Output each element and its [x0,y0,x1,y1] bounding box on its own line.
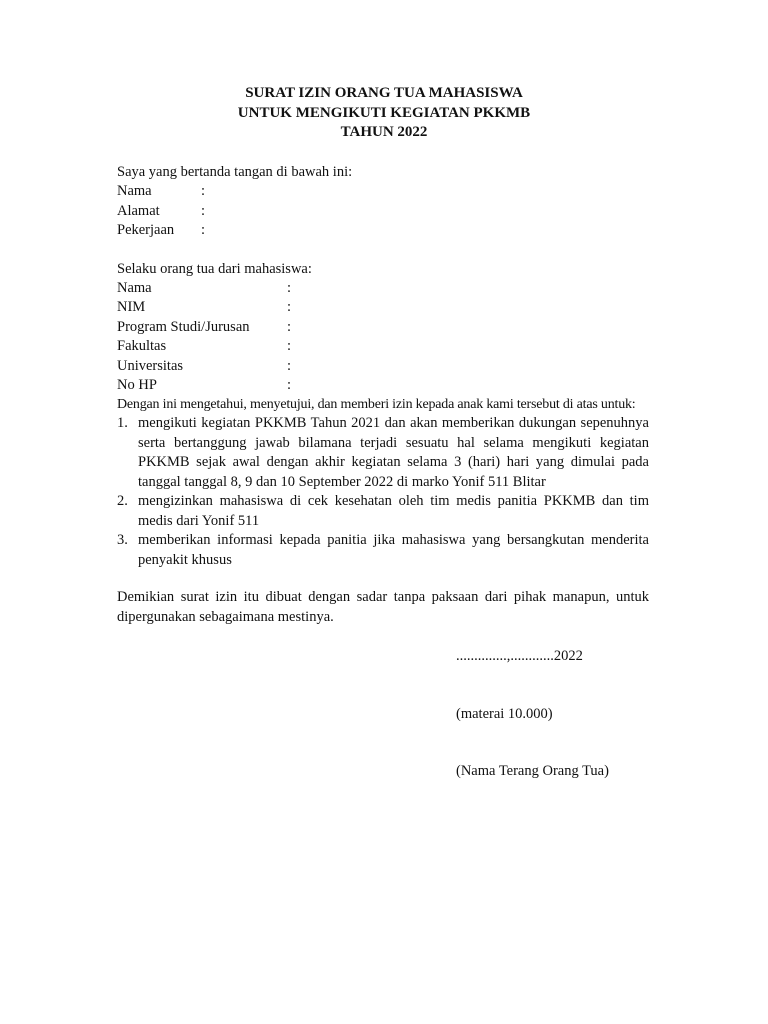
field-colon: : [287,319,292,335]
student-field-fakultas [117,337,292,357]
parent-field-pekerjaan [117,221,206,241]
consent-intro: Dengan ini mengetahui, menyetujui, dan memberi izin kepada anak kami tersebut di atas untuk: [117,397,636,412]
parent-field-nama [117,182,206,202]
list-number: 3. [117,532,128,548]
field-label: Program Studi/Jurusan [117,319,250,335]
list-number: 1. [117,415,128,431]
intro-text: Saya yang bertanda tangan di bawah ini: [117,164,353,180]
student-field-program-studi [117,318,292,338]
field-colon: : [287,377,292,393]
stamp-placeholder: (materai 10.000) [456,706,553,722]
student-field-nama [117,279,292,299]
field-label: Pekerjaan [117,222,175,238]
field-label: Nama [117,280,152,296]
field-label: No HP [117,377,157,393]
field-colon: : [287,299,292,315]
field-label: Fakultas [117,338,167,354]
field-colon: : [201,203,206,219]
field-label: Nama [117,183,152,199]
signature-date: ..............,............2022 [456,648,583,664]
field-colon: : [201,222,206,238]
student-field-nim [117,298,292,318]
student-intro: Selaku orang tua dari mahasiswa: [117,261,312,277]
title-line-1: SURAT IZIN ORANG TUA MAHASISWA [245,85,523,101]
field-label: Alamat [117,203,160,219]
parent-name-placeholder: (Nama Terang Orang Tua) [456,763,609,779]
parent-field-alamat [117,202,206,222]
student-field-no-hp [117,376,292,396]
field-label: NIM [117,299,146,315]
field-colon: : [287,358,292,374]
field-label: Universitas [117,358,184,374]
field-colon: : [287,280,292,296]
list-text: mengikuti kegiatan PKKMB Tahun 2021 dan akan memberikan dukungan sepenuhnya serta bertanggung jawab bilamana terjadi sesuatu hal selama mengikuti kegiatan PKKMB sejak awal dengan akhir kegiatan selama 3 (hari) hari yang dimulai pada tanggal tanggal 8, 9 dan 10 September 2022 di marko Yonif 511 Blitar [138,415,649,490]
field-colon: : [287,338,292,354]
student-field-universitas [117,357,292,377]
letter-title [0,84,768,143]
list-text: mengizinkan mahasiswa di cek kesehatan oleh tim medis panitia PKKMB dan tim medis dari Yonif 511 [138,493,649,529]
list-text: memberikan informasi kepada panitia jika mahasiswa yang bersangkutan menderita penyakit khusus [138,532,649,568]
list-number: 2. [117,493,128,509]
closing-paragraph: Demikian surat izin itu dibuat dengan sadar tanpa paksaan dari pihak manapun, untuk dipergunakan sebagaimana mestinya. [117,589,649,625]
title-line-3: TAHUN 2022 [340,124,428,140]
title-line-2: UNTUK MENGIKUTI KEGIATAN PKKMB [237,104,531,121]
field-colon: : [201,183,206,199]
